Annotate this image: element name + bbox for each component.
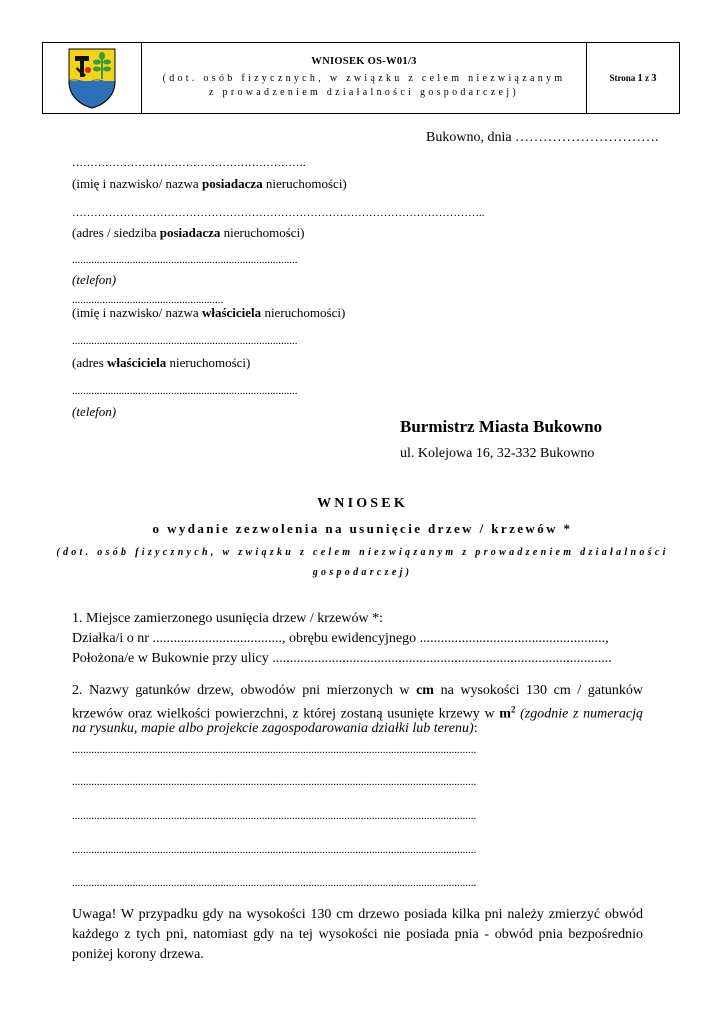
note-line-2: każdego z tych pni, natomiast gdy na tej wysokości nie posiada pnia - obwód pnia bezpośrednio (72, 927, 643, 942)
section-2-line-1: 2. Nazwy gatunków drzew, obwodów pni mierzonych w cm na wysokości 130 cm / gatunków (72, 683, 643, 698)
page-of: z (645, 73, 650, 83)
proprietor-address-field[interactable]: .................................................................................. (72, 335, 298, 347)
section-1-heading: 1. Miejsce zamierzonego usunięcia drzew / krzewów *: (72, 611, 383, 626)
owner-name-field[interactable]: ………………………………………………………. (72, 157, 306, 169)
recipient-name: Burmistrz Miasta Bukowno (400, 417, 603, 436)
proprietor-address-label: (adres właściciela nieruchomości) (72, 355, 251, 370)
form-title: WNIOSEK (317, 496, 408, 511)
recipient-address: ul. Kolejowa 16, 32-332 Bukowno (400, 446, 595, 461)
crest-cell (43, 43, 142, 113)
owner-phone-field[interactable]: .................................................................................. (72, 254, 298, 266)
proprietor-phone-label: (telefon) (72, 404, 117, 419)
owner-address-label: (adres / siedziba posiadacza nieruchomości) (72, 225, 305, 240)
subtitle-line-1: (dot. osób fizycznych, w związku z celem niezwiązanym (162, 73, 566, 84)
date-line: Bukowno, dnia …………………………. (426, 130, 659, 145)
page-prefix: Strona (609, 73, 636, 83)
document-header (42, 42, 680, 114)
form-note-line-1: (dot. osób fizycznych, w związku z celem niezwiązanym z prowadzeniem działalności (56, 547, 669, 558)
species-field-2[interactable]: ................................................................................................................................................... (72, 776, 477, 788)
species-field-4[interactable]: ................................................................................................................................................... (72, 844, 477, 856)
proprietor-name-field[interactable]: ....................................................... (72, 294, 224, 306)
form-code-subtitle (141, 72, 587, 100)
owner-name-label: (imię i nazwisko/ nazwa posiadacza nieruchomości) (72, 176, 347, 191)
page-current: 1 (637, 73, 643, 84)
section-1-plot-field[interactable]: Działka/i o nr ....................................., obrębu ewidencyjnego ....................................................., (72, 631, 609, 646)
form-note-line-2: gospodarczej) (312, 567, 413, 578)
note-line-1: Uwaga! W przypadku gdy na wysokości 130 cm drzewo posiada kilka pni należy zmierzyć obwód (72, 907, 643, 922)
section-2-line-2: krzewów oraz wielkości powierzchni, z której zostaną usunięte krzewy w $m^2$ (zgodnie z numeracją (72, 704, 643, 722)
subtitle-line-2: z prowadzeniem działalności gospodarczej) (209, 87, 519, 98)
note-line-3: poniżej korony drzewa. (72, 947, 204, 962)
form-subtitle: o wydanie zezwolenia na usunięcie drzew / krzewów * (152, 521, 573, 536)
form-code: WNIOSEK OS-W01/3 (311, 56, 417, 67)
section-1-street-field[interactable]: Położona/e w Bukownie przy ulicy ................................................................................................. (72, 651, 612, 666)
species-field-5[interactable]: ................................................................................................................................................... (72, 877, 477, 889)
section-2-line-3: na rysunku, mapie albo projekcie zagospodarowania działki lub terenu): (72, 721, 478, 736)
owner-phone-label: (telefon) (72, 272, 117, 287)
coat-of-arms-icon (67, 47, 117, 109)
page-indicator (587, 73, 679, 84)
species-field-1[interactable]: ................................................................................................................................................... (72, 744, 477, 756)
species-field-3[interactable]: ................................................................................................................................................... (72, 810, 477, 822)
owner-address-field[interactable]: ………………………………………………………………………………………………….. (72, 207, 485, 219)
page-total: 3 (651, 73, 657, 84)
proprietor-phone-field[interactable]: .................................................................................. (72, 385, 298, 397)
proprietor-name-label: (imię i nazwisko/ nazwa właściciela nieruchomości) (72, 305, 346, 320)
